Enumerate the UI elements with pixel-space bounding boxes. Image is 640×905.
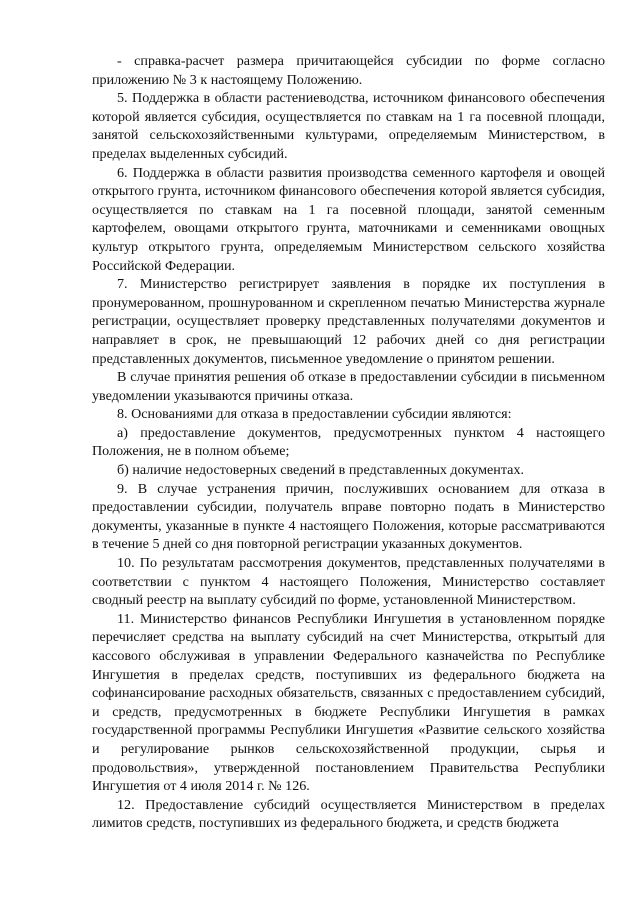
paragraph-item-11: 11. Министерство финансов Республики Ингушетия в установленном порядке перечисляет средства на выплату субсидий на счет Министерства, открытый для кассового обслуживая в управлении Федерального казначейства по Республике Ингушетия в пределах средств, поступивших из федерального бюджета на софинансирование расходных обязательств, связанных с предоставлением субсидий, и средств, предусмотренных в бюджете Республики Ингушетия в рамках государственной программы Республики Ингушетия «Развитие сельского хозяйства и регулирование рынков сельскохозяйственной продукции, сырья и продовольствия», утвержденной постановлением Правительства Республики Ингушетия от 4 июля 2014 г. № 126.	[92, 610, 605, 795]
paragraph-item-9: 9. В случае устранения причин, послуживших основанием для отказа в предоставлении субсидии, получатель вправе повторно подать в Министерство документы, указанные в пункте 4 настоящего Положения, которые рассматриваются в течение 5 дней со дня повторной регистрации указанных документов.	[92, 480, 605, 553]
paragraph-item-12: 12. Предоставление субсидий осуществляется Министерством в пределах лимитов средств, поступивших из федерального бюджета, и средств бюджета	[92, 796, 605, 832]
paragraph-item-5: 5. Поддержка в области растениеводства, источником финансового обеспечения которой является субсидия, осуществляется по ставкам на 1 га посевной площади, занятой сельскохозяйственными культурами, определяемым Министерством, в пределах выделенных субсидий.	[92, 90, 605, 162]
paragraph-item-8b: б) наличие недостоверных сведений в представленных документах.	[117, 462, 525, 479]
paragraph-item-6: 6. Поддержка в области развития производства семенного картофеля и овощей открытого грунта, источником финансового обеспечения которой является субсидия, осуществляется по ставкам на 1 га посевной площади, занятой семенным картофелем, овощами открытого грунта, маточниками и семенниками овощных культур открытого грунта, определяемым Министерством сельского хозяйства Российской Федерации.	[92, 164, 605, 274]
paragraph-item-8a: а) предоставление документов, предусмотренных пунктом 4 настоящего Положения, не в полном объеме;	[92, 424, 605, 460]
paragraph-item-7: 7. Министерство регистрирует заявления в порядке их поступления в пронумерованном, прошнурованном и скрепленном печатью Министерства журнале регистрации, осуществляет проверку представленных получателями документов и направляет в срок, не превышающий 12 рабочих дней со дня регистрации представленных документов, письменное уведомление о принятом решении.	[92, 276, 605, 367]
paragraph-refusal-reasons: В случае принятия решения об отказе в предоставлении субсидии в письменном уведомлении указываются причины отказа.	[92, 369, 605, 404]
paragraph-item-8: 8. Основаниями для отказа в предоставлении субсидии являются:	[117, 406, 512, 423]
paragraph-item-10: 10. По результатам рассмотрения документов, представленных получателями в соответствии с пунктом 4 настоящего Положения, Министерство составляет сводный реестр на выплату субсидий по форме, установленной Министерством.	[92, 555, 605, 609]
paragraph-form-reference: - справка-расчет размера причитающейся субсидии по форме согласно приложению № 3 к настоящему Положению.	[92, 53, 605, 88]
